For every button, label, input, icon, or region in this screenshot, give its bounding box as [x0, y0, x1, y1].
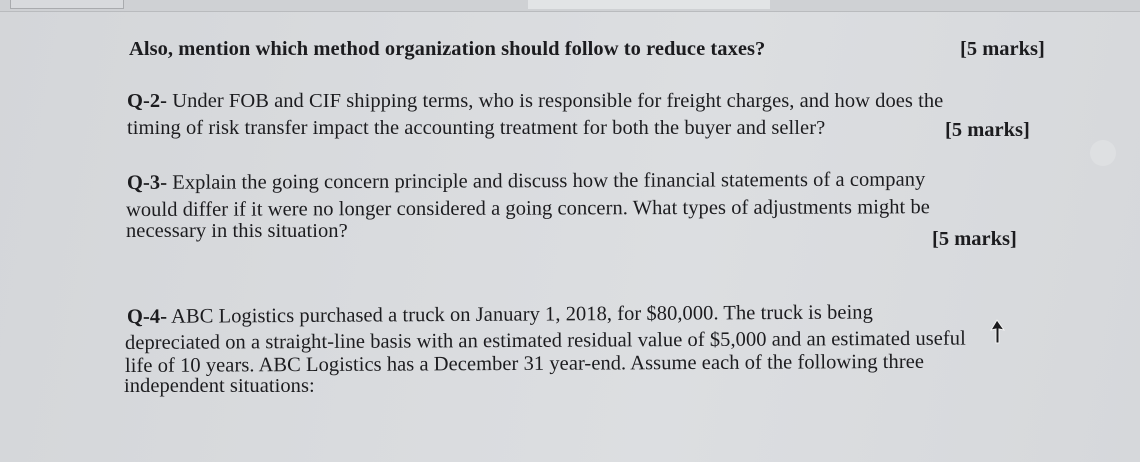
q4-line-1	[127, 301, 873, 329]
q3-number: Q-3-	[126, 171, 168, 194]
q2-line-2: timing of risk transfer impact the accounting treatment for both the buyer and seller?	[127, 117, 826, 139]
q2-text-1: Under FOB and CIF shipping terms, who is responsible for freight charges, and how does the	[172, 90, 944, 112]
intro-text: Also, mention which method organization should follow to reduce taxes?	[129, 38, 766, 60]
q4-text-1: ABC Logistics purchased a truck on January 1, 2018, for $80,000. The truck is being	[171, 301, 873, 328]
mouse-pointer-icon	[988, 318, 1008, 348]
tab-highlight	[528, 0, 770, 9]
q2-marks: [5 marks]	[945, 119, 1030, 141]
glare-spot	[1090, 140, 1116, 166]
q2-number: Q-2-	[127, 90, 168, 112]
q4-line-4: independent situations:	[124, 375, 315, 397]
q2-line-1	[127, 90, 943, 113]
tab-outline	[10, 0, 124, 9]
q4-line-2: depreciated on a straight-line basis with an estimated residual value of $5,000 and an estimated useful	[124, 327, 966, 354]
q3-line-1	[127, 169, 925, 195]
q3-marks: [5 marks]	[932, 228, 1017, 250]
q4-number: Q-4-	[126, 305, 168, 328]
q3-text-1: Explain the going concern principle and discuss how the financial statements of a company	[172, 168, 926, 194]
intro-marks: [5 marks]	[960, 38, 1045, 60]
q3-line-3: necessary in this situation?	[126, 220, 348, 242]
q4-line-3: life of 10 years. ABC Logistics has a December 31 year-end. Assume each of the following three	[124, 350, 925, 377]
q3-line-2: would differ if it were no longer considered a going concern. What types of adjustments might be	[125, 196, 930, 221]
